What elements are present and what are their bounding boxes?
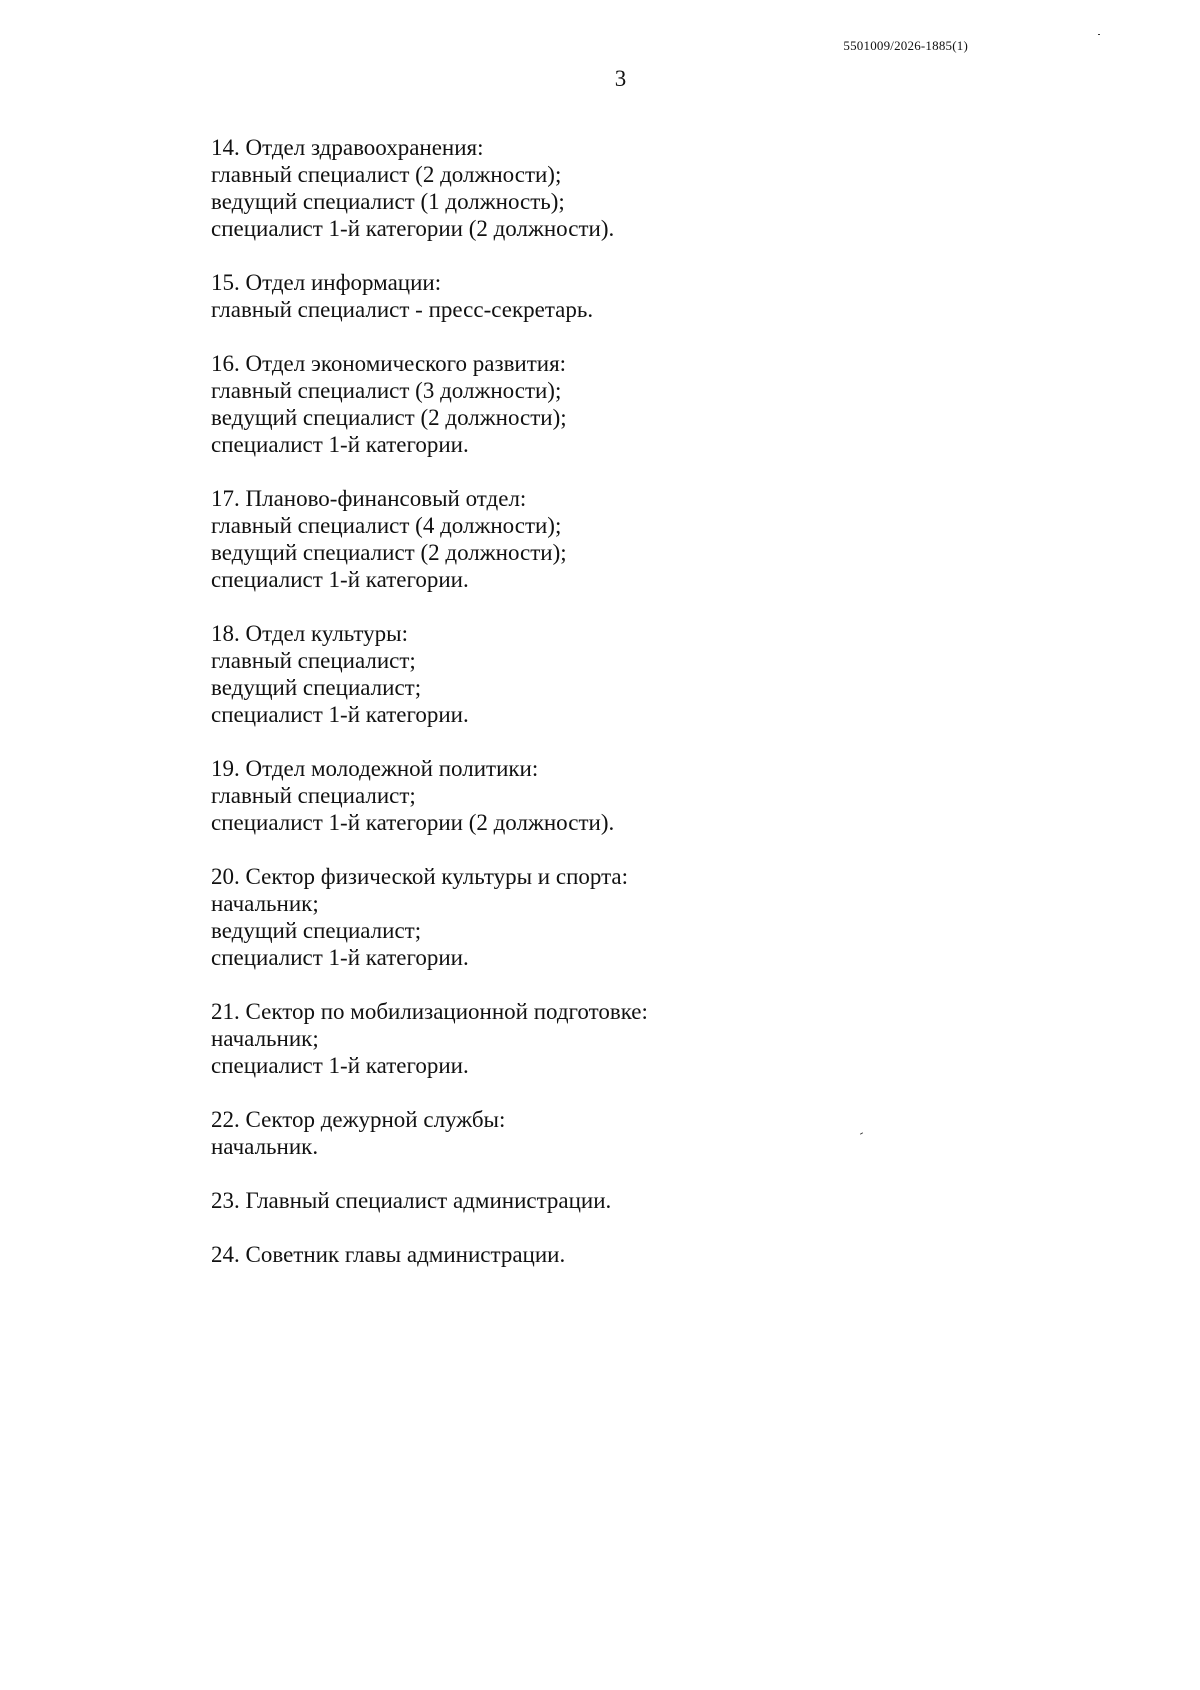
- department-section: [211, 269, 648, 323]
- page-number: 3: [614, 66, 627, 91]
- department-title: 19. Отдел молодежной политики:: [211, 756, 539, 781]
- position-line: ведущий специалист (2 должности);: [211, 405, 567, 430]
- position-line: специалист 1-й категории.: [211, 702, 469, 727]
- department-title: 16. Отдел экономического развития:: [211, 351, 567, 376]
- position-line: ведущий специалист (2 должности);: [211, 540, 567, 565]
- position-line: специалист 1-й категории.: [211, 945, 469, 970]
- position-line: главный специалист (2 должности);: [211, 162, 562, 187]
- position-line: главный специалист;: [211, 648, 416, 673]
- position-line: начальник;: [211, 1026, 319, 1051]
- department-title: 17. Планово-финансовый отдел:: [211, 486, 527, 511]
- department-section: [211, 863, 648, 971]
- department-section: [211, 998, 648, 1079]
- position-line: начальник.: [211, 1134, 319, 1159]
- department-title: 23. Главный специалист администрации.: [211, 1188, 612, 1213]
- positions-list: [211, 134, 648, 1295]
- position-line: ведущий специалист (1 должность);: [211, 189, 565, 214]
- department-section: [211, 485, 648, 593]
- department-title: 20. Сектор физической культуры и спорта:: [211, 864, 629, 889]
- department-section: [211, 350, 648, 458]
- position-line: специалист 1-й категории.: [211, 567, 469, 592]
- position-line: ведущий специалист;: [211, 675, 422, 700]
- department-section: [211, 134, 648, 242]
- scan-speck: [1098, 34, 1100, 35]
- department-title: 24. Советник главы администрации.: [211, 1242, 566, 1267]
- department-section: [211, 1241, 648, 1268]
- position-line: главный специалист;: [211, 783, 416, 808]
- department-title: 22. Сектор дежурной службы:: [211, 1107, 506, 1132]
- position-line: главный специалист (4 должности);: [211, 513, 562, 538]
- department-section: [211, 1187, 648, 1214]
- department-title: 14. Отдел здравоохранения:: [211, 135, 484, 160]
- position-line: начальник;: [211, 891, 319, 916]
- department-section: [211, 755, 648, 836]
- department-title: 18. Отдел культуры:: [211, 621, 409, 646]
- department-title: 15. Отдел информации:: [211, 270, 442, 295]
- position-line: специалист 1-й категории.: [211, 432, 469, 457]
- department-title: 21. Сектор по мобилизационной подготовке:: [211, 999, 648, 1024]
- department-section: [211, 1106, 648, 1160]
- position-line: специалист 1-й категории (2 должности).: [211, 810, 615, 835]
- position-line: специалист 1-й категории (2 должности).: [211, 216, 615, 241]
- document-code: 5501009/2026-1885(1): [843, 38, 968, 53]
- department-section: [211, 620, 648, 728]
- position-line: ведущий специалист;: [211, 918, 422, 943]
- scan-speck: [860, 1132, 863, 1134]
- position-line: главный специалист - пресс-секретарь.: [211, 297, 594, 322]
- position-line: специалист 1-й категории.: [211, 1053, 469, 1078]
- position-line: главный специалист (3 должности);: [211, 378, 562, 403]
